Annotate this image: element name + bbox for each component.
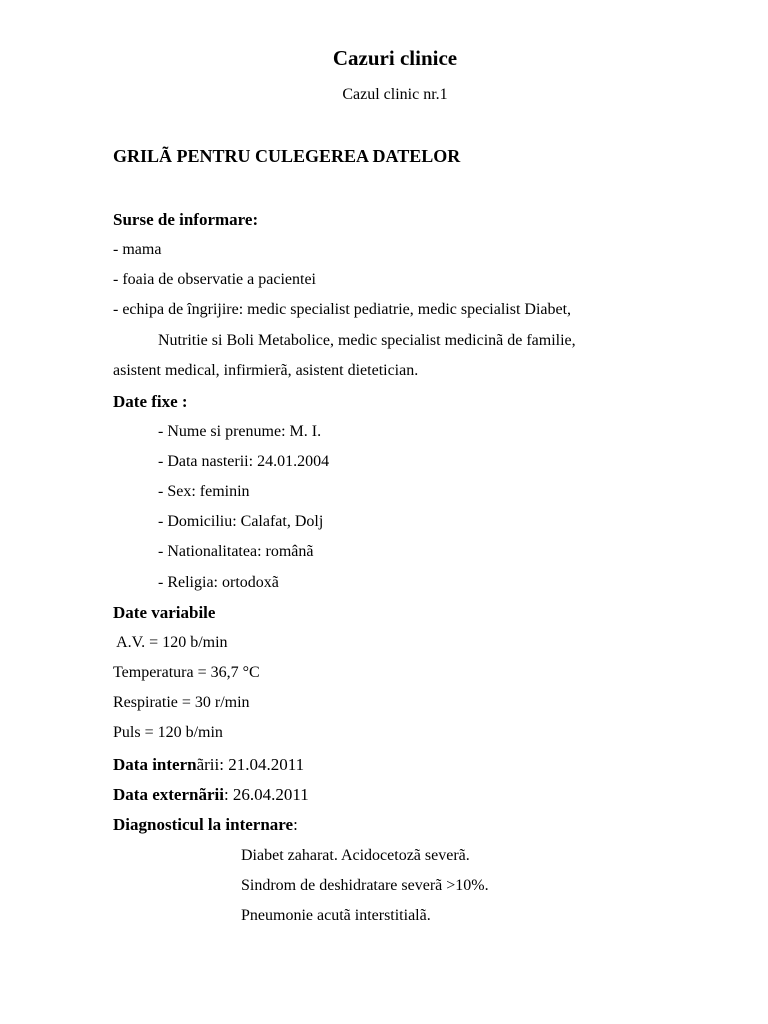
variable-data-item: Temperatura = 36,7 °C [113,664,260,681]
fixed-data-item: - Religia: ortodoxã [158,574,279,591]
diagnosis-item: Diabet zaharat. Acidocetozã severã. [241,847,470,864]
diagnosis-label: Diagnosticul la internare [113,815,294,834]
page-title: Cazuri clinice [332,46,458,70]
fixed-data-item: - Nume si prenume: M. I. [158,423,322,440]
diagnosis-item: Pneumonie acutã interstitialã. [241,907,431,924]
diagnosis-line [113,815,298,835]
source-item-continuation: asistent medical, infirmierã, asistent dietetician. [113,362,419,379]
source-item-continuation: Nutritie si Boli Metabolice, medic specialist medicinã de familie, [158,332,576,349]
discharge-date: : 26.04.2011 [223,785,309,804]
variable-data-heading: Date variabile [113,603,216,622]
fixed-data-item: - Domiciliu: Calafat, Dolj [158,513,324,530]
fixed-data-item: - Nationalitatea: românã [158,543,314,560]
source-item: - mama [113,241,162,258]
diagnosis-item: Sindrom de deshidratare severã >10%. [241,877,489,894]
diagnosis-colon: : [293,815,298,834]
admission-date: : 21.04.2011 [219,755,305,774]
sources-heading: Surse de informare: [113,210,259,229]
fixed-data-heading: Date fixe : [113,392,188,411]
admission-label: Data intern [113,755,197,774]
source-item: - echipa de îngrijire: medic specialist pediatrie, medic specialist Diabet, [113,301,572,318]
page-subtitle: Cazul clinic nr.1 [342,86,448,103]
discharge-label: Data externãrii [113,785,224,804]
fixed-data-item: - Sex: feminin [158,483,250,500]
variable-data-item: Puls = 120 b/min [113,724,223,741]
grid-title: GRILÃ PENTRU CULEGEREA DATELOR [113,146,461,166]
variable-data-item: A.V. = 120 b/min [113,634,228,651]
discharge-date-line [113,785,309,805]
fixed-data-item: - Data nasterii: 24.01.2004 [158,453,330,470]
admission-date-line [113,755,304,775]
admission-label-rest: ãrii [196,755,220,774]
source-item: - foaia de observatie a pacientei [113,271,316,288]
variable-data-item: Respiratie = 30 r/min [113,694,250,711]
